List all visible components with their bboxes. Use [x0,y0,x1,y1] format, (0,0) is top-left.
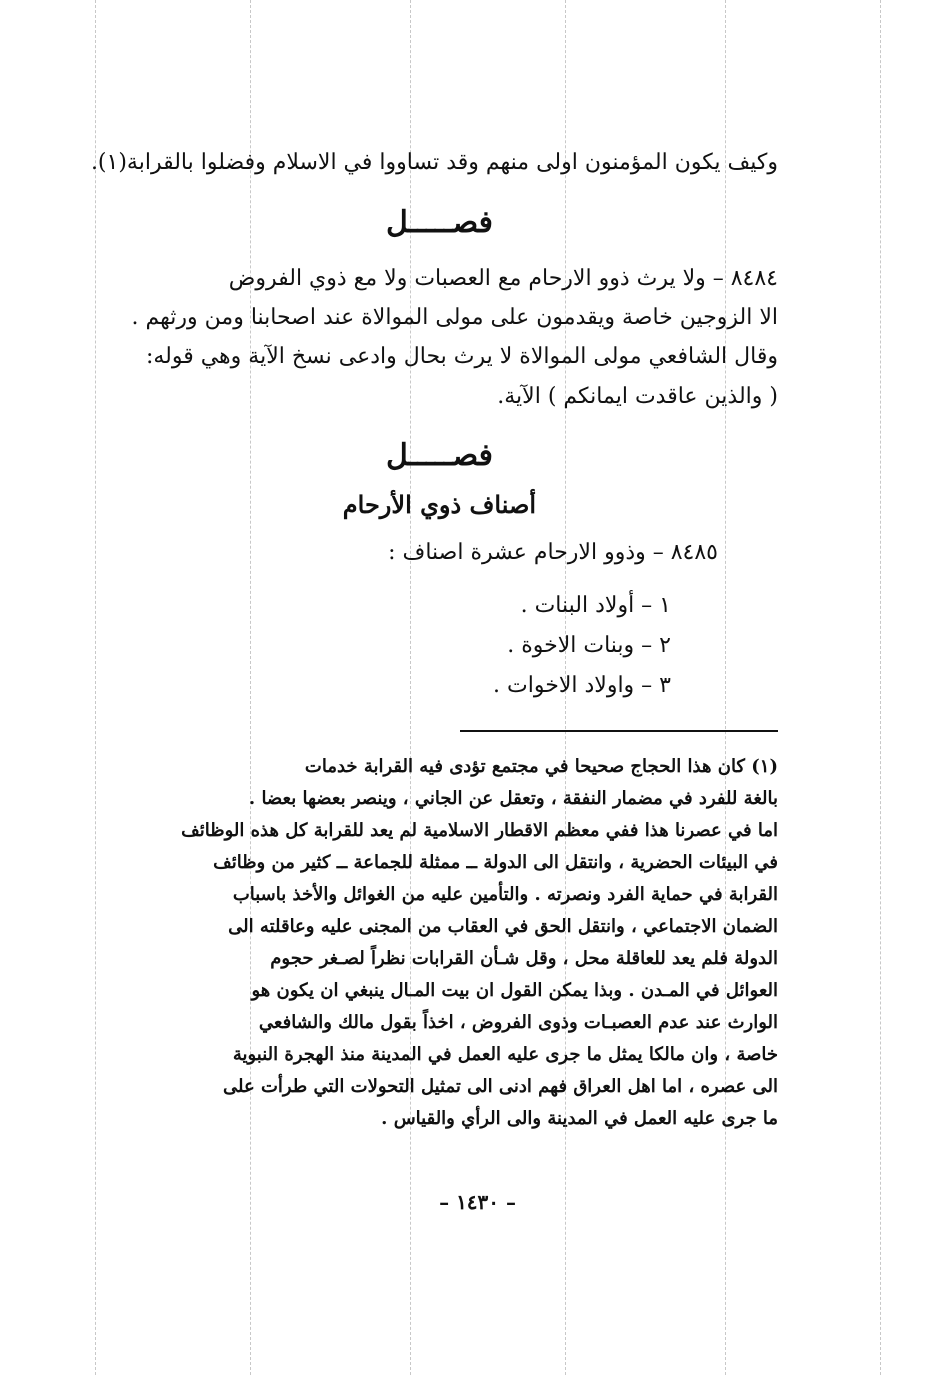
paragraph-8484-line: الا الزوجين خاصة ويقدمون على مولى الموالاة عند اصحابنا ومن ورثهم . [131,305,778,330]
section-heading-1: فصـــــل [385,205,493,240]
footnote-line: خاصة ، وان مالكا يمثل ما جرى عليه العمل في المدينة منذ الهجرة النبوية [232,1044,778,1065]
paragraph-8485-intro: ٨٤٨٥ – وذوو الارحام عشرة اصناف : [388,540,718,565]
footnote-line: (١) كان هذا الحجاج صحيحا في مجتمع تؤدى فيه القرابة خدمات [304,756,778,777]
scan-grid-line [880,0,881,1375]
list-item: ٢ – وبنات الاخوة . [507,633,671,658]
footnote-line: الى عصره ، اما اهل العراق فهم ادنى الى تمثيل التحولات التي طرأت على [223,1076,778,1097]
scan-grid-line [95,0,96,1375]
footnote-line: اما في عصرنا هذا ففي معظم الاقطار الاسلامية لم يعد للقرابة كل هذه الوظائف [181,820,778,841]
list-item: ١ – أولاد البنات . [520,593,671,618]
list-item: ٣ – واولاد الاخوات . [493,673,671,698]
scan-grid-line [725,0,726,1375]
footnote-line: القرابة في حماية الفرد ونصرته . والتأمين عليه من الغوائل والأخذ باسباب [232,884,778,905]
footnote-line: الضمان الاجتماعي ، وانتقل الحق في العقاب من المجنى عليه وعاقلته الى [228,916,778,937]
footnote-line: العوائل في المـدن . وبذا يمكن القول ان بيت المـال ينبغي ان يكون هو [251,980,778,1001]
section-heading-2: فصـــــل [385,438,493,473]
footnote-line: بالغة للفرد في مضمار النفقة ، وتعقل عن الجاني ، وينصر بعضها بعضا . [248,788,778,809]
page-number: – ١٤٣٠ – [439,1190,516,1214]
continuation-line: وكيف يكون المؤمنون اولى منهم وقد تساووا في الاسلام وفضلوا بالقرابة(١). [90,150,778,175]
scan-grid-line [250,0,251,1375]
paragraph-8484-line: ٨٤٨٤ – ولا يرث ذوو الارحام مع العصبات ولا مع ذوي الفروض [228,266,778,291]
footnote-separator [460,730,778,732]
section-subheading: أصناف ذوي الأرحام [342,490,536,519]
footnote-line: ما جرى عليه العمل في المدينة والى الرأي والقياس . [381,1108,778,1129]
footnote-line: الوارث عند عدم العصبـات وذوى الفروض ، اخذاً بقول مالك والشافعي [258,1012,778,1033]
footnote-line: الدولة فلم يعد للعاقلة محل ، وقل شـأن القرابات نظراً لصـغر حجوم [270,948,778,969]
paragraph-8484-line: وقال الشافعي مولى الموالاة لا يرث بحال وادعى نسخ الآية وهي قوله: [145,344,778,369]
paragraph-8484-line: ( والذين عاقدت ايمانكم ) الآية. [497,384,778,409]
footnote-line: في البيئات الحضرية ، وانتقل الى الدولة ــ ممثلة للجماعة ــ كثير من وظائف [213,852,778,873]
